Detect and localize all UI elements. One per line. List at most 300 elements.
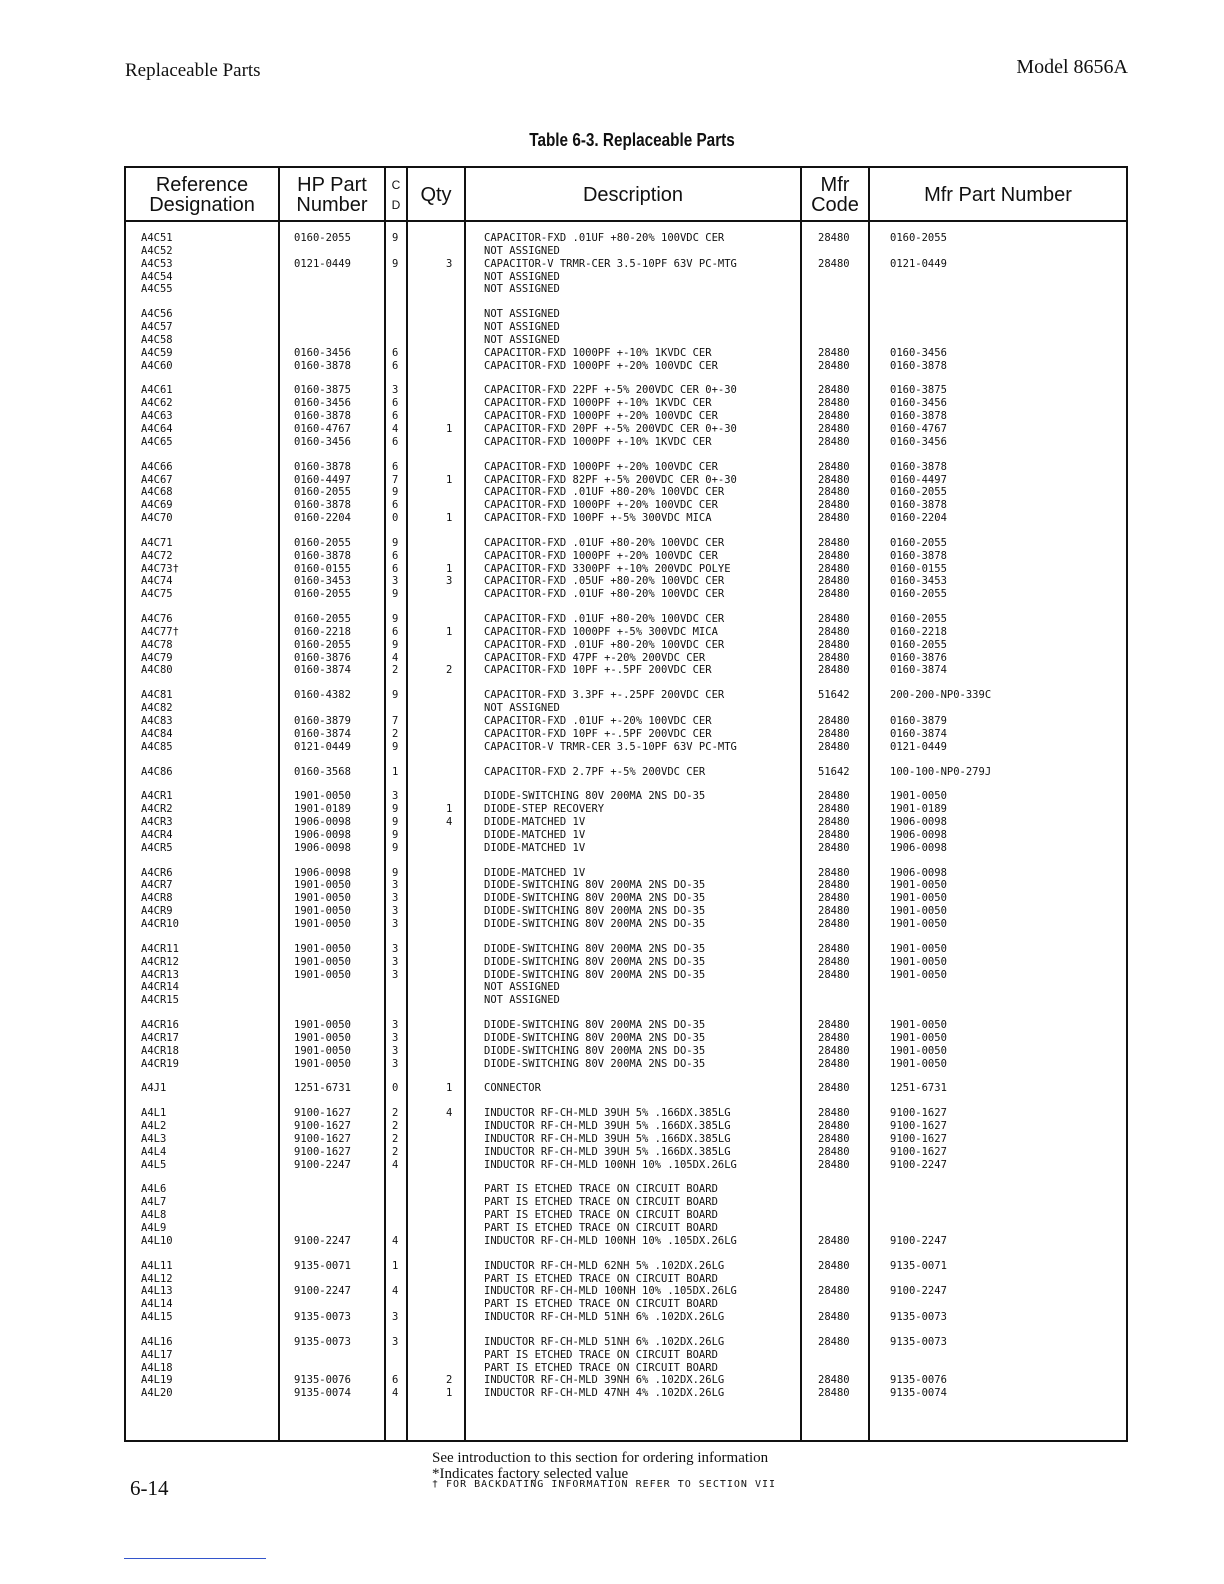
description: NOT ASSIGNED (484, 283, 560, 296)
table-row (124, 892, 1128, 905)
cd-digit: 9 (392, 740, 399, 753)
mfr-part-number: 0121-0449 (890, 257, 947, 270)
ref-designation: A4CR3 (141, 816, 173, 829)
mfr-code: 28480 (818, 1044, 850, 1057)
hp-part-number: 1901-0050 (294, 942, 351, 955)
column-header-qty: Qty (420, 184, 452, 206)
mfr-code: 28480 (818, 803, 850, 816)
description: INDUCTOR RF-CH-MLD 100NH 10% .105DX.26LG (484, 1234, 737, 1247)
mfr-part-number: 9100-1627 (890, 1120, 947, 1133)
cd-digit: 3 (392, 955, 399, 968)
mfr-part-number: 9135-0073 (890, 1311, 947, 1324)
description: CAPACITOR-FXD .01UF +80-20% 100VDC CER (484, 232, 725, 244)
table-row (124, 1058, 1128, 1071)
mfr-code: 28480 (818, 1031, 850, 1044)
table-row (124, 486, 1128, 499)
cd-digit: 3 (392, 917, 399, 930)
mfr-part-number: 0160-3456 (890, 346, 947, 359)
description: DIODE-SWITCHING 80V 200MA 2NS DO-35 (484, 955, 706, 968)
mfr-part-number: 0160-2218 (890, 625, 947, 638)
ref-designation: A4L19 (141, 1374, 173, 1387)
qty: 1 (446, 803, 453, 816)
mfr-part-number: 9135-0076 (890, 1374, 947, 1387)
ref-designation: A4C72 (141, 549, 173, 562)
table-row (124, 790, 1128, 803)
table-row (124, 360, 1128, 373)
table-row (124, 575, 1128, 588)
description: NOT ASSIGNED (484, 981, 560, 994)
description: CAPACITOR-FXD 10PF +-.5PF 200VDC CER (484, 727, 712, 740)
cd-digit: 6 (392, 549, 399, 562)
mfr-code: 28480 (818, 410, 850, 423)
ref-designation: A4L9 (141, 1222, 167, 1234)
mfr-part-number: 9135-0073 (890, 1335, 947, 1348)
hp-part-number: 0160-2055 (294, 588, 351, 601)
ref-designation: A4C57 (141, 321, 173, 334)
table-row (124, 563, 1128, 576)
hp-part-number: 0160-3878 (294, 499, 351, 512)
hp-part-number: 9100-1627 (294, 1145, 351, 1158)
table-row (124, 969, 1128, 982)
description: CAPACITOR-FXD 1000PF +-20% 100VDC CER (484, 499, 718, 512)
footnote-ordering: See introduction to this section for ordering information (432, 1450, 769, 1466)
mfr-code: 28480 (818, 727, 850, 740)
hp-part-number: 1901-0050 (294, 968, 351, 981)
table-row (124, 1019, 1128, 1032)
description: DIODE-SWITCHING 80V 200MA 2NS DO-35 (484, 942, 706, 955)
cd-digit: 6 (392, 435, 399, 448)
description: CAPACITOR-FXD 3300PF +-10% 200VDC POLYE (484, 562, 731, 575)
cd-digit: 7 (392, 473, 399, 486)
hp-part-number: 0160-3568 (294, 765, 351, 778)
table-row (124, 1387, 1128, 1400)
mfr-part-number: 0160-3453 (890, 575, 947, 588)
cd-digit: 4 (392, 1234, 399, 1247)
cd-digit: 9 (392, 841, 399, 854)
mfr-part-number: 0160-3875 (890, 384, 947, 397)
description: DIODE-SWITCHING 80V 200MA 2NS DO-35 (484, 892, 706, 905)
cd-digit: 3 (392, 575, 399, 588)
description: CAPACITOR-FXD .01UF +80-20% 100VDC CER (484, 536, 725, 549)
description: NOT ASSIGNED (484, 308, 560, 321)
ref-designation: A4C53 (141, 257, 173, 270)
row-group (124, 790, 1128, 854)
mfr-part-number: 1901-0050 (890, 892, 947, 905)
description: NOT ASSIGNED (484, 702, 560, 715)
hp-part-number: 1901-0050 (294, 790, 351, 803)
description: DIODE-SWITCHING 80V 200MA 2NS DO-35 (484, 879, 706, 892)
description: INDUCTOR RF-CH-MLD 100NH 10% .105DX.26LG (484, 1158, 737, 1171)
table-row (124, 1183, 1128, 1196)
cd-digit: 9 (392, 638, 399, 651)
description: CAPACITOR-FXD 10PF +-.5PF 200VDC CER (484, 664, 712, 677)
mfr-part-number: 0160-3456 (890, 435, 947, 448)
description: DIODE-MATCHED 1V (484, 841, 586, 854)
mfr-part-number: 0160-2055 (890, 588, 947, 601)
hp-part-number: 0160-3878 (294, 549, 351, 562)
ref-designation: A4C82 (141, 702, 173, 715)
mfr-code: 28480 (818, 1374, 850, 1387)
hp-part-number: 1251-6731 (294, 1082, 351, 1095)
mfr-part-number: 1901-0050 (890, 955, 947, 968)
mfr-part-number: 1906-0098 (890, 866, 947, 879)
table-row (124, 943, 1128, 956)
mfr-code: 28480 (818, 613, 850, 626)
description: CAPACITOR-FXD .01UF +-20% 100VDC CER (484, 715, 712, 727)
mfr-part-number: 0160-3878 (890, 499, 947, 512)
hp-part-number: 0160-2055 (294, 486, 351, 499)
ref-designation: A4L11 (141, 1259, 173, 1272)
mfr-part-number: 1906-0098 (890, 816, 947, 829)
hp-part-number: 1901-0050 (294, 1031, 351, 1044)
mfr-part-number: 1901-0189 (890, 803, 947, 816)
table-row (124, 867, 1128, 880)
mfr-part-number: 0160-3878 (890, 549, 947, 562)
mfr-part-number: 0160-3876 (890, 651, 947, 664)
ref-designation: A4CR19 (141, 1057, 179, 1070)
mfr-code: 28480 (818, 536, 850, 549)
ref-designation: A4CR13 (141, 968, 179, 981)
ref-designation: A4C81 (141, 689, 173, 702)
table-row (124, 1032, 1128, 1045)
table-row (124, 397, 1128, 410)
table-row (124, 550, 1128, 563)
hp-part-number: 9100-1627 (294, 1107, 351, 1120)
description: CAPACITOR-FXD 1000PF +-20% 100VDC CER (484, 549, 718, 562)
ref-designation: A4L17 (141, 1348, 173, 1361)
table-row (124, 829, 1128, 842)
ref-designation: A4CR15 (141, 994, 179, 1007)
ref-designation: A4C69 (141, 499, 173, 512)
mfr-code: 28480 (818, 638, 850, 651)
ref-designation: A4CR1 (141, 790, 173, 803)
mfr-code: 28480 (818, 473, 850, 486)
mfr-part-number: 1906-0098 (890, 828, 947, 841)
mfr-part-number: 1906-0098 (890, 841, 947, 854)
description: CAPACITOR-FXD 1000PF +-10% 1KVDC CER (484, 435, 712, 448)
ref-designation: A4L5 (141, 1158, 167, 1171)
mfr-code: 28480 (818, 486, 850, 499)
description: PART IS ETCHED TRACE ON CIRCUIT BOARD (484, 1361, 718, 1374)
mfr-code: 28480 (818, 917, 850, 930)
ref-designation: A4L2 (141, 1120, 167, 1133)
ref-designation: A4L16 (141, 1335, 173, 1348)
hp-part-number: 0160-3879 (294, 715, 351, 727)
table-title: Table 6-3. Replaceable Parts (529, 130, 735, 150)
table-row (124, 1133, 1128, 1146)
description: CAPACITOR-FXD 1000PF +-5% 300VDC MICA (484, 625, 718, 638)
table-row (124, 715, 1128, 728)
ref-designation: A4CR17 (141, 1031, 179, 1044)
page-number: 6-14 (130, 1476, 169, 1500)
mfr-code: 28480 (818, 1057, 850, 1070)
hp-part-number: 0160-3878 (294, 460, 351, 473)
mfr-part-number: 9100-1627 (890, 1132, 947, 1145)
table-row (124, 1374, 1128, 1387)
description: NOT ASSIGNED (484, 994, 560, 1007)
table-row (124, 1235, 1128, 1248)
mfr-code: 28480 (818, 435, 850, 448)
ref-designation: A4L15 (141, 1311, 173, 1324)
mfr-part-number: 1901-0050 (890, 1057, 947, 1070)
mfr-part-number: 0160-3878 (890, 460, 947, 473)
qty: 1 (446, 422, 453, 435)
mfr-code: 28480 (818, 384, 850, 397)
description: CAPACITOR-FXD 22PF +-5% 200VDC CER 0+-30 (484, 384, 737, 397)
cd-digit: 3 (392, 905, 399, 918)
table-row (124, 537, 1128, 550)
description: DIODE-SWITCHING 80V 200MA 2NS DO-35 (484, 1031, 706, 1044)
mfr-code: 28480 (818, 1120, 850, 1133)
table-row (124, 994, 1128, 1007)
mfr-code: 28480 (818, 625, 850, 638)
mfr-part-number: 1901-0050 (890, 1031, 947, 1044)
description: CAPACITOR-FXD 1000PF +-10% 1KVDC CER (484, 346, 712, 359)
ref-designation: A4C77† (141, 625, 179, 638)
mfr-part-number: 0160-0155 (890, 562, 947, 575)
table-row (124, 918, 1128, 931)
ref-designation: A4C78 (141, 638, 173, 651)
ref-designation: A4CR6 (141, 866, 173, 879)
ref-designation: A4C86 (141, 765, 173, 778)
qty: 1 (446, 1387, 453, 1400)
ref-designation: A4C70 (141, 512, 173, 525)
ref-designation: A4C59 (141, 346, 173, 359)
mfr-part-number: 0160-3874 (890, 727, 947, 740)
hp-part-number: 9100-2247 (294, 1234, 351, 1247)
ref-designation: A4L10 (141, 1234, 173, 1247)
hp-part-number: 1906-0098 (294, 828, 351, 841)
mfr-part-number: 1901-0050 (890, 790, 947, 803)
hp-part-number: 9100-1627 (294, 1132, 351, 1145)
description: DIODE-STEP RECOVERY (484, 803, 605, 816)
mfr-code: 28480 (818, 740, 850, 753)
cd-digit: 6 (392, 499, 399, 512)
cd-digit: 9 (392, 257, 399, 270)
hp-part-number: 1901-0050 (294, 905, 351, 918)
table-row (124, 512, 1128, 525)
table-row (124, 1209, 1128, 1222)
qty: 2 (446, 1374, 453, 1387)
hp-part-number: 9100-1627 (294, 1120, 351, 1133)
mfr-part-number: 9135-0074 (890, 1387, 947, 1400)
mfr-part-number: 9135-0071 (890, 1259, 947, 1272)
table-row (124, 652, 1128, 665)
cd-digit: 2 (392, 1145, 399, 1158)
description: NOT ASSIGNED (484, 244, 560, 257)
ref-designation: A4C64 (141, 422, 173, 435)
hp-part-number: 0160-3878 (294, 359, 351, 372)
hp-part-number: 1901-0050 (294, 1019, 351, 1032)
description: CAPACITOR-V TRMR-CER 3.5-10PF 63V PC-MTG (484, 740, 737, 753)
description: NOT ASSIGNED (484, 333, 560, 346)
description: INDUCTOR RF-CH-MLD 51NH 6% .102DX.26LG (484, 1335, 725, 1348)
hp-part-number: 0160-2055 (294, 638, 351, 651)
cd-digit: 6 (392, 410, 399, 423)
hp-part-number: 0160-4382 (294, 689, 351, 702)
ref-designation: A4L12 (141, 1272, 173, 1285)
ref-designation: A4L18 (141, 1361, 173, 1374)
ref-designation: A4C68 (141, 486, 173, 499)
mfr-part-number: 0160-2055 (890, 232, 947, 244)
cd-digit: 2 (392, 664, 399, 677)
ref-designation: A4CR8 (141, 892, 173, 905)
hp-part-number: 1901-0050 (294, 1044, 351, 1057)
description: CAPACITOR-FXD 1000PF +-20% 100VDC CER (484, 460, 718, 473)
description: INDUCTOR RF-CH-MLD 39UH 5% .166DX.385LG (484, 1145, 731, 1158)
ref-designation: A4L14 (141, 1298, 173, 1311)
ref-designation: A4C51 (141, 232, 173, 244)
ref-designation: A4L8 (141, 1209, 167, 1222)
qty: 1 (446, 625, 453, 638)
column-header-reference: Reference Designation (149, 174, 255, 216)
row-group (124, 537, 1128, 601)
table-row (124, 384, 1128, 397)
ref-designation: A4CR5 (141, 841, 173, 854)
cd-digit: 2 (392, 1132, 399, 1145)
mfr-code: 28480 (818, 575, 850, 588)
table-row (124, 245, 1128, 258)
description: CAPACITOR-FXD .01UF +80-20% 100VDC CER (484, 588, 725, 601)
table-row (124, 803, 1128, 816)
mfr-part-number: 0160-4497 (890, 473, 947, 486)
table-row (124, 842, 1128, 855)
hp-part-number: 0121-0449 (294, 740, 351, 753)
qty: 4 (446, 1107, 453, 1120)
qty: 4 (446, 816, 453, 829)
mfr-code: 51642 (818, 765, 850, 778)
hp-part-number: 0160-2055 (294, 536, 351, 549)
mfr-code: 28480 (818, 549, 850, 562)
cd-digit: 6 (392, 562, 399, 575)
cd-digit: 9 (392, 689, 399, 702)
description: INDUCTOR RF-CH-MLD 100NH 10% .105DX.26LG (484, 1285, 737, 1298)
mfr-part-number: 0160-2055 (890, 486, 947, 499)
qty: 1 (446, 1082, 453, 1095)
table-row (124, 436, 1128, 449)
ref-designation: A4C55 (141, 283, 173, 296)
ref-designation: A4L20 (141, 1387, 173, 1400)
mfr-code: 28480 (818, 232, 850, 244)
mfr-code: 28480 (818, 1285, 850, 1298)
hp-part-number: 1906-0098 (294, 866, 351, 879)
hp-part-number: 1901-0189 (294, 803, 351, 816)
mfr-code: 28480 (818, 1259, 850, 1272)
table-row (124, 474, 1128, 487)
ref-designation: A4C58 (141, 333, 173, 346)
ref-designation: A4C79 (141, 651, 173, 664)
hp-part-number: 0160-2218 (294, 625, 351, 638)
mfr-part-number: 0160-2055 (890, 638, 947, 651)
mfr-code: 28480 (818, 1107, 850, 1120)
mfr-part-number: 0160-3878 (890, 359, 947, 372)
cd-digit: 9 (392, 232, 399, 244)
ref-designation: A4C62 (141, 397, 173, 410)
running-header-right: Model 8656A (1016, 56, 1128, 78)
qty: 1 (446, 512, 453, 525)
hp-part-number: 9135-0073 (294, 1335, 351, 1348)
ref-designation: A4C83 (141, 715, 173, 727)
mfr-code: 28480 (818, 841, 850, 854)
table-row (124, 321, 1128, 334)
cd-digit: 3 (392, 892, 399, 905)
mfr-part-number: 200-200-NP0-339C (890, 689, 992, 702)
table-row (124, 664, 1128, 677)
cd-digit: 4 (392, 422, 399, 435)
mfr-part-number: 0160-3878 (890, 410, 947, 423)
table-row (124, 271, 1128, 284)
cd-digit: 9 (392, 803, 399, 816)
edge-mark (124, 1558, 266, 1559)
table-row (124, 1362, 1128, 1375)
mfr-code: 28480 (818, 651, 850, 664)
hp-part-number: 1901-0050 (294, 1057, 351, 1070)
table-row (124, 347, 1128, 360)
table-row (124, 905, 1128, 918)
table-row (124, 1045, 1128, 1058)
qty: 1 (446, 562, 453, 575)
table-row (124, 1159, 1128, 1172)
cd-digit: 0 (392, 512, 399, 525)
table-row (124, 816, 1128, 829)
hp-part-number: 1906-0098 (294, 816, 351, 829)
hp-part-number: 0160-2055 (294, 613, 351, 626)
hp-part-number: 0121-0449 (294, 257, 351, 270)
mfr-code: 28480 (818, 1234, 850, 1247)
row-group (124, 766, 1128, 779)
ref-designation: A4CR2 (141, 803, 173, 816)
description: DIODE-SWITCHING 80V 200MA 2NS DO-35 (484, 917, 706, 930)
ref-designation: A4CR11 (141, 942, 179, 955)
mfr-code: 28480 (818, 1387, 850, 1400)
ref-designation: A4CR12 (141, 955, 179, 968)
mfr-code: 28480 (818, 664, 850, 677)
mfr-code: 28480 (818, 562, 850, 575)
cd-digit: 4 (392, 1387, 399, 1400)
mfr-part-number: 0160-4767 (890, 422, 947, 435)
ref-designation: A4CR7 (141, 879, 173, 892)
ref-designation: A4CR10 (141, 917, 179, 930)
mfr-part-number: 9100-2247 (890, 1158, 947, 1171)
mfr-part-number: 0160-2055 (890, 613, 947, 626)
mfr-part-number: 1901-0050 (890, 968, 947, 981)
description: DIODE-MATCHED 1V (484, 828, 586, 841)
hp-part-number: 9100-2247 (294, 1158, 351, 1171)
description: PART IS ETCHED TRACE ON CIRCUIT BOARD (484, 1209, 718, 1222)
cd-digit: 6 (392, 397, 399, 410)
ref-designation: A4C52 (141, 244, 173, 257)
mfr-code: 28480 (818, 879, 850, 892)
description: INDUCTOR RF-CH-MLD 39UH 5% .166DX.385LG (484, 1107, 731, 1120)
description: DIODE-SWITCHING 80V 200MA 2NS DO-35 (484, 790, 706, 803)
cd-digit: 9 (392, 828, 399, 841)
mfr-code: 28480 (818, 1019, 850, 1032)
cd-digit: 9 (392, 613, 399, 626)
mfr-code: 28480 (818, 892, 850, 905)
cd-digit: 7 (392, 715, 399, 727)
mfr-code: 28480 (818, 1132, 850, 1145)
hp-part-number: 0160-4497 (294, 473, 351, 486)
table-row (124, 1285, 1128, 1298)
row-group (124, 232, 1128, 296)
description: CAPACITOR-FXD 100PF +-5% 300VDC MICA (484, 512, 712, 525)
ref-designation: A4C84 (141, 727, 173, 740)
ref-designation: A4CR9 (141, 905, 173, 918)
mfr-part-number: 1251-6731 (890, 1082, 947, 1095)
mfr-part-number: 9100-2247 (890, 1285, 947, 1298)
description: PART IS ETCHED TRACE ON CIRCUIT BOARD (484, 1272, 718, 1285)
cd-digit: 3 (392, 1031, 399, 1044)
